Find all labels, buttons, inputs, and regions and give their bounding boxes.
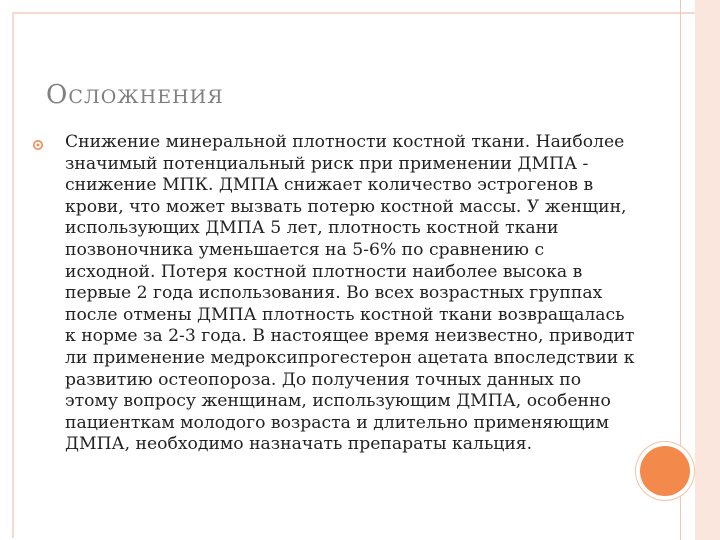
bullet-list	[32, 132, 637, 456]
slide-title-rest: СЛОЖНЕНИЯ	[68, 86, 224, 108]
side-decoration-bar	[695, 0, 720, 540]
slide-title-initial: О	[46, 80, 69, 110]
bullet-circle-icon	[32, 138, 44, 150]
slide-title	[46, 80, 224, 112]
bullet-text: Снижение минеральной плотности костной ткани. Наиболее значимый потенциальный риск при применении ДМПА - снижение МПК. ДМПА снижает количество эстрогенов в крови, что может вызвать потерю костной массы. У женщин, использующих ДМПА 5 лет, плотность костной ткани позвоночника уменьшается на 5-6% по сравнению с исходной. Потеря костной плотности наиболее высока в первые 2 года использования. Во всех возрастных группах после отмены ДМПА плотность костной ткани возвращалась к норме за 2-3 года. В настоящее время неизвестно, приводит ли применение медроксипрогестерон ацетата впоследствии к развитию остеопороза. До получения точных данных по этому вопросу женщинам, использующим ДМПА, особенно пациенткам молодого возраста и длительно применяющим ДМПА, необходимо назначать препараты кальция.	[65, 132, 635, 455]
orange-circle-decoration	[640, 446, 690, 496]
bullet-item	[32, 132, 637, 456]
